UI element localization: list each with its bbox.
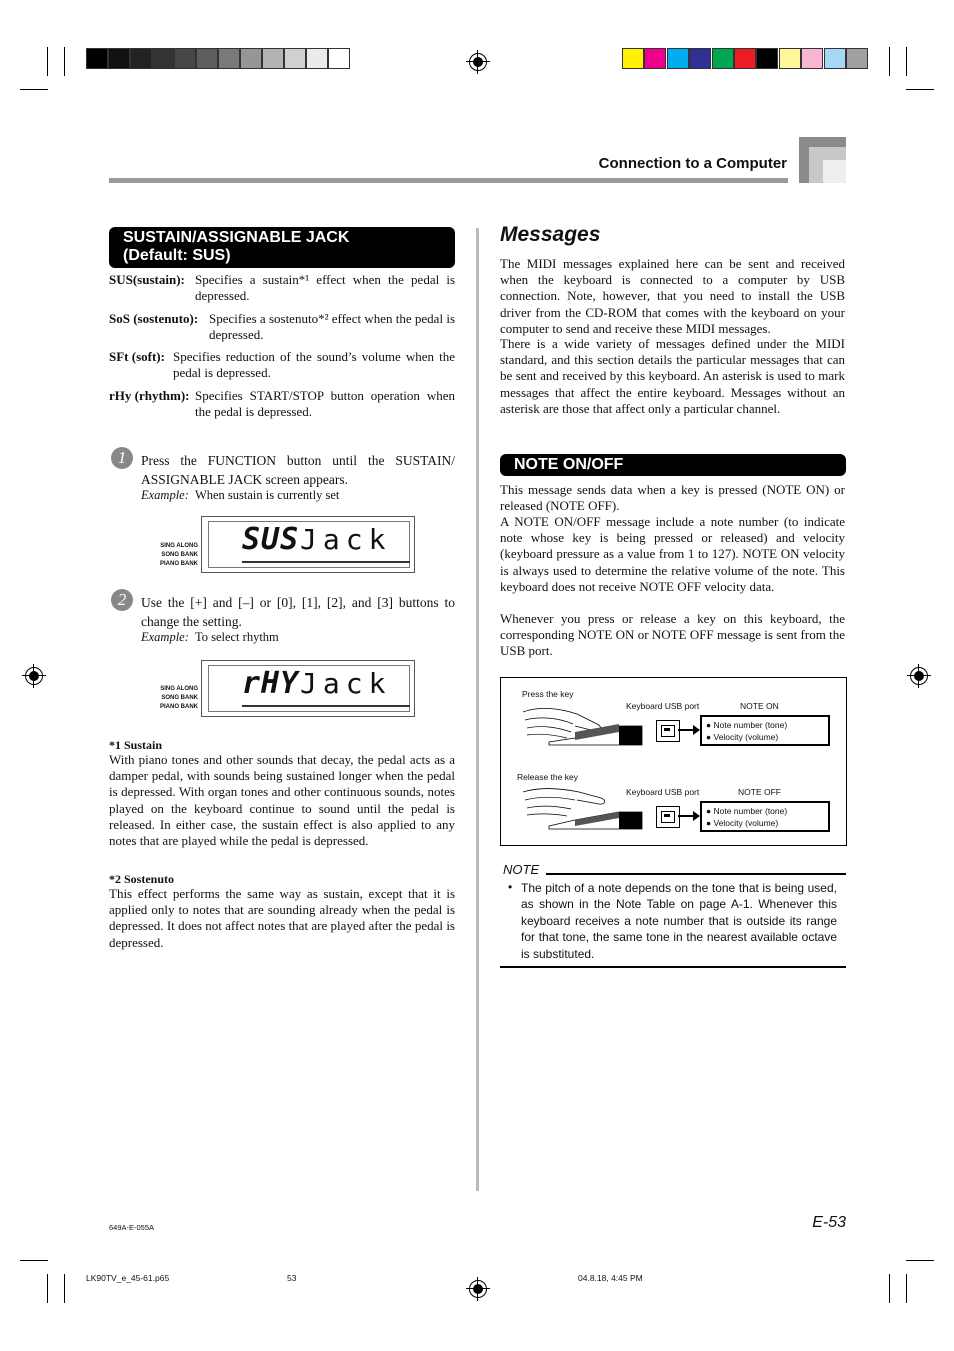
- note-on-label: NOTE ON: [740, 701, 779, 711]
- section-title: Connection to a Computer: [598, 155, 787, 172]
- note-onoff-para-2: A NOTE ON/OFF message include a note number (to indicate note whose key is being pressed or released) and velocity (keyboard pressure as a value from 1 to 127). NOTE ON velocity is always used to determine the relative volume of the note. This keyboard does not receive NOTE OFF velocity data.: [500, 514, 845, 594]
- lcd-display-sus: [201, 516, 415, 573]
- def-term: rHy (rhythm):: [109, 388, 190, 403]
- color-swatch: [801, 48, 823, 69]
- section-tab: [799, 137, 846, 183]
- note-label: NOTE: [503, 862, 540, 877]
- def-term: SoS (sostenuto):: [109, 311, 199, 326]
- def-desc: Specifies a sostenuto*² effect when the pedal is depressed.: [209, 311, 455, 343]
- color-swatch: [667, 48, 689, 69]
- note-bottom-rule: [500, 966, 846, 968]
- page-number: E-53: [812, 1214, 846, 1231]
- footnote-1-title: *1 Sustain: [109, 738, 163, 752]
- example-text: When sustain is currently set: [194, 488, 340, 502]
- note-off-info-box: [700, 801, 830, 832]
- heading-line-2: (Default: SUS): [123, 247, 231, 264]
- def-term: SFt (soft):: [109, 349, 165, 364]
- def-desc: Specifies START/STOP button operation when the pedal is depressed.: [195, 388, 455, 420]
- color-swatch: [712, 48, 734, 69]
- gray-swatch: [130, 48, 152, 69]
- note-text: The pitch of a note depends on the tone that is being used, as shown in the Note Table on page A-1. Whenever this keyboard receives a note number that is outside its range for that tone, the same tone in the nearest available octave is substituted.: [521, 881, 837, 961]
- velocity-item: ● Velocity (volume): [706, 731, 779, 742]
- lcd-segment-text: SUS: [242, 522, 300, 557]
- def-sus: [109, 272, 455, 306]
- arrow-head-icon: [693, 811, 700, 821]
- messages-intro: The MIDI messages explained here can be sent and received when the keyboard is connected to a computer by USB connection. Note, however, that you need to install the USB driver from the CD-ROM that comes with the keyboard on your computer to send and receive these MIDI messages.: [500, 256, 845, 336]
- color-swatch: [824, 48, 846, 69]
- messages-title: Messages: [500, 223, 601, 246]
- lcd-indicator-labels-1: [140, 542, 198, 569]
- sustain-jack-heading: [109, 227, 455, 268]
- lcd-label-sing-along: SING ALONG: [160, 686, 198, 692]
- example-label: Example:: [141, 488, 189, 502]
- lcd-display-rhy: [201, 660, 415, 717]
- color-swatch: [734, 48, 756, 69]
- lcd-label-song-bank: SONG BANK: [161, 552, 198, 558]
- arrow-head-icon: [693, 725, 700, 735]
- step-2-text: Use the [+] and [–] or [0], [1], [2], and [3] buttons to change the setting.: [141, 595, 455, 629]
- example-text: To select rhythm: [194, 630, 279, 644]
- arrow-line: [678, 815, 694, 817]
- note-number-item: ● Note number (tone): [706, 806, 788, 816]
- velocity-item: ● Velocity (volume): [706, 817, 779, 828]
- step-number-1: 1: [111, 447, 133, 469]
- color-swatch: [689, 48, 711, 69]
- note-top-rule: [546, 873, 846, 875]
- step-1-example: [141, 488, 339, 503]
- color-swatch: [779, 48, 801, 69]
- note-onoff-para-3: Whenever you press or release a key on this keyboard, the corresponding NOTE ON or NOTE OFF message is sent from the USB port.: [500, 611, 845, 659]
- gray-swatch: [262, 48, 284, 69]
- gray-swatch: [174, 48, 196, 69]
- step-number-2: 2: [111, 589, 133, 611]
- note-off-label: NOTE OFF: [738, 787, 781, 797]
- gray-swatch: [240, 48, 262, 69]
- def-sos: [109, 311, 455, 345]
- header-rule: [109, 178, 788, 183]
- gray-swatch: [284, 48, 306, 69]
- bullet-icon: •: [508, 880, 513, 894]
- note-number-item: ● Note number (tone): [706, 720, 788, 730]
- def-sft: [109, 349, 455, 383]
- color-swatch: [756, 48, 778, 69]
- note-onoff-para-1: This message sends data when a key is pressed (NOTE ON) or released (NOTE OFF).: [500, 482, 845, 514]
- lcd-label-piano-bank: PIANO BANK: [159, 561, 198, 567]
- registration-mark-left: [22, 664, 46, 688]
- lcd-jack-text: Jack: [300, 523, 392, 556]
- def-term: SUS(sustain):: [109, 272, 185, 287]
- note-onoff-heading: [500, 454, 846, 476]
- def-desc: Specifies reduction of the sound’s volume when the pedal is depressed.: [173, 349, 455, 381]
- lcd-indicator-labels-2: [140, 685, 198, 712]
- release-key-label: Release the key: [517, 772, 578, 782]
- step-1-text: Press the FUNCTION button until the SUSTAIN/ ASSIGNABLE JACK screen appears.: [141, 453, 455, 487]
- messages-intro-2: There is a wide variety of messages defined under the MIDI standard, and this section details the particular messages that can be sent and received by this keyboard. An asterisk is used to mark messages that affect the entire keyboard. Messages without an asterisk are those that affect only a particular channel.: [500, 336, 845, 416]
- arrow-line: [678, 729, 694, 731]
- usb-port-icon: [656, 720, 680, 742]
- color-swatch: [644, 48, 666, 69]
- gray-swatch: [152, 48, 174, 69]
- usb-port-label-off: Keyboard USB port: [626, 787, 700, 797]
- note-on-info-box: [700, 715, 830, 746]
- footnote-1-text: With piano tones and other sounds that decay, the pedal acts as a damper pedal, with sounds being sustained longer when the pedal is depressed. With organ tones and other continuous sounds, notes played on the keyboard continue to sound until the pedal is released. In either case, the sustain effect is also applied to any notes that are played while the pedal is depressed.: [109, 752, 455, 849]
- print-page: 53: [287, 1273, 297, 1283]
- footnote-2-text: This effect performs the same way as sustain, except that it is applied only to notes that are sounding already when the pedal is depressed. It does not affect notes that are played after the pedal is depressed.: [109, 886, 455, 950]
- document-code: 649A-E-055A: [109, 1223, 155, 1232]
- registration-mark-right: [907, 664, 931, 688]
- color-swatch: [846, 48, 868, 69]
- gray-swatch: [218, 48, 240, 69]
- column-divider: [476, 228, 479, 1191]
- gray-swatch: [196, 48, 218, 69]
- gray-swatch: [86, 48, 108, 69]
- lcd-segment-text: rHY: [242, 666, 300, 701]
- press-key-label: Press the key: [522, 689, 574, 699]
- color-swatch: [622, 48, 644, 69]
- gray-swatch: [108, 48, 130, 69]
- lcd-jack-text: Jack: [300, 667, 392, 700]
- gray-swatch: [328, 48, 350, 69]
- note-onoff-diagram: [500, 677, 847, 846]
- lcd-label-sing-along: SING ALONG: [160, 543, 198, 549]
- registration-mark-bottom: [466, 1277, 490, 1301]
- usb-port-label-on: Keyboard USB port: [626, 701, 700, 711]
- usb-port-icon: [656, 806, 680, 828]
- def-desc: Specifies a sustain*¹ effect when the pedal is depressed.: [195, 272, 455, 304]
- registration-mark-top: [466, 50, 490, 74]
- footnote-2-title: *2 Sostenuto: [109, 872, 175, 886]
- def-rhy: [109, 388, 455, 422]
- heading-line-1: SUSTAIN/ASSIGNABLE JACK: [123, 229, 350, 246]
- print-date: 04.8.18, 4:45 PM: [578, 1273, 643, 1283]
- step-2-example: [141, 630, 279, 645]
- example-label: Example:: [141, 630, 189, 644]
- file-name: LK90TV_e_45-61.p65: [86, 1273, 170, 1283]
- gray-swatch: [306, 48, 328, 69]
- note-onoff-heading-text: NOTE ON/OFF: [514, 456, 624, 473]
- lcd-label-piano-bank: PIANO BANK: [159, 704, 198, 710]
- lcd-label-song-bank: SONG BANK: [161, 695, 198, 701]
